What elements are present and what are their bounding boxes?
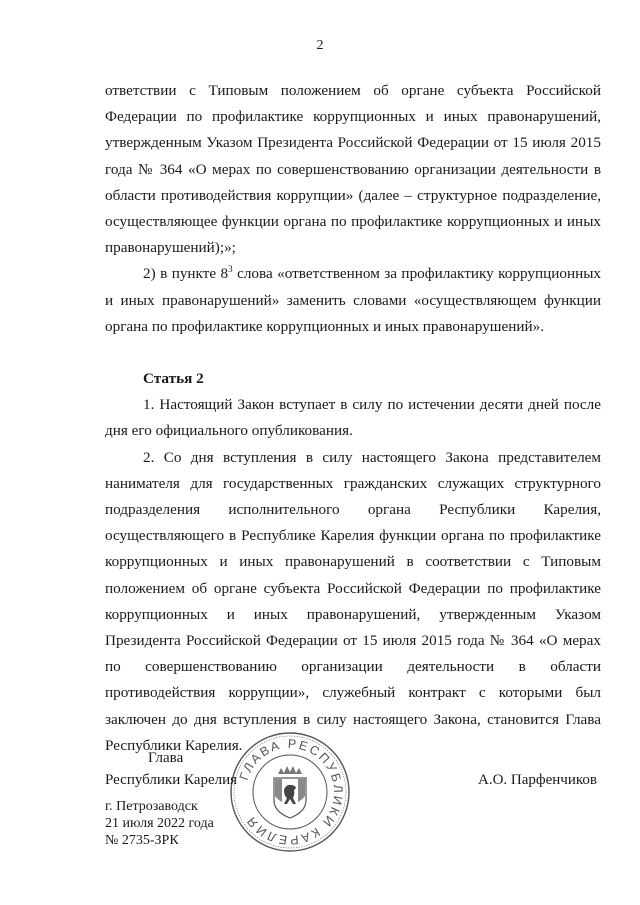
paragraph-item-2-start: 2) в пункте 8 <box>143 265 229 283</box>
signatory-name: А.О. Парфенчиков <box>478 772 597 788</box>
paragraph-item-2 <box>105 261 601 340</box>
document-details <box>105 798 214 849</box>
seal-ring-text: ГЛАВА РЕСПУБЛИКИ КАРЕЛИЯ <box>236 736 346 848</box>
paragraph-article-2-part-1: 1. Настоящий Закон вступает в силу по истечении десяти дней после дня его официального опубликования. <box>105 396 601 440</box>
paragraph-article-2-part-2: 2. Со дня вступления в силу настоящего Закона представителем нанимателя для государственных гражданских служащих структурного подразделения исполнительного органа Республики Карелия, осуществляющего в Республике Карелия функции органа по профилактике коррупционных и иных правонарушений в соответствии с Типовым положением об органе субъекта Российской Федерации по профилактике коррупционных и иных правонарушений, утвержденным Указом Президента Российской Федерации от 15 июля 2015 года № 364 «О мерах по совершенствованию организации деятельности в области противодействия коррупции», служебный контракт с которыми был заключен до дня вступления в силу настоящего Закона, становится Глава Республики Карелия. <box>105 448 601 754</box>
document-place: г. Петрозаводск <box>105 799 198 814</box>
official-seal <box>228 730 352 854</box>
superscript-index: 3 <box>228 264 233 275</box>
document-number: № 2735-ЗРК <box>105 833 179 848</box>
document-body <box>105 78 601 759</box>
signatory-title-line1: Глава <box>148 750 184 766</box>
document-date: 21 июля 2022 года <box>105 816 214 831</box>
signatory-title-line2: Республики Карелия <box>105 772 238 788</box>
paragraph-continuation: ответствии с Типовым положением об органе субъекта Российской Федерации по профилактике коррупционных и иных правонарушений, утвержденным Указом Президента Российской Федерации от 15 июля 2015 года № 364 «О мерах по совершенствованию организации деятельности в области противодействия коррупции» (далее – структурное подразделение, осуществляющее функции органа по профилактике коррупционных и иных правонарушений);»; <box>105 82 601 257</box>
paragraph-item-2-end: слова «ответственном за профилактику коррупционных и иных правонарушений» заменить словами «осуществляющем функции органа по профилактике коррупционных и иных правонарушений». <box>105 265 601 335</box>
coat-of-arms-icon <box>274 766 306 818</box>
page-number: 2 <box>316 38 324 53</box>
article-heading: Статья 2 <box>143 370 204 388</box>
